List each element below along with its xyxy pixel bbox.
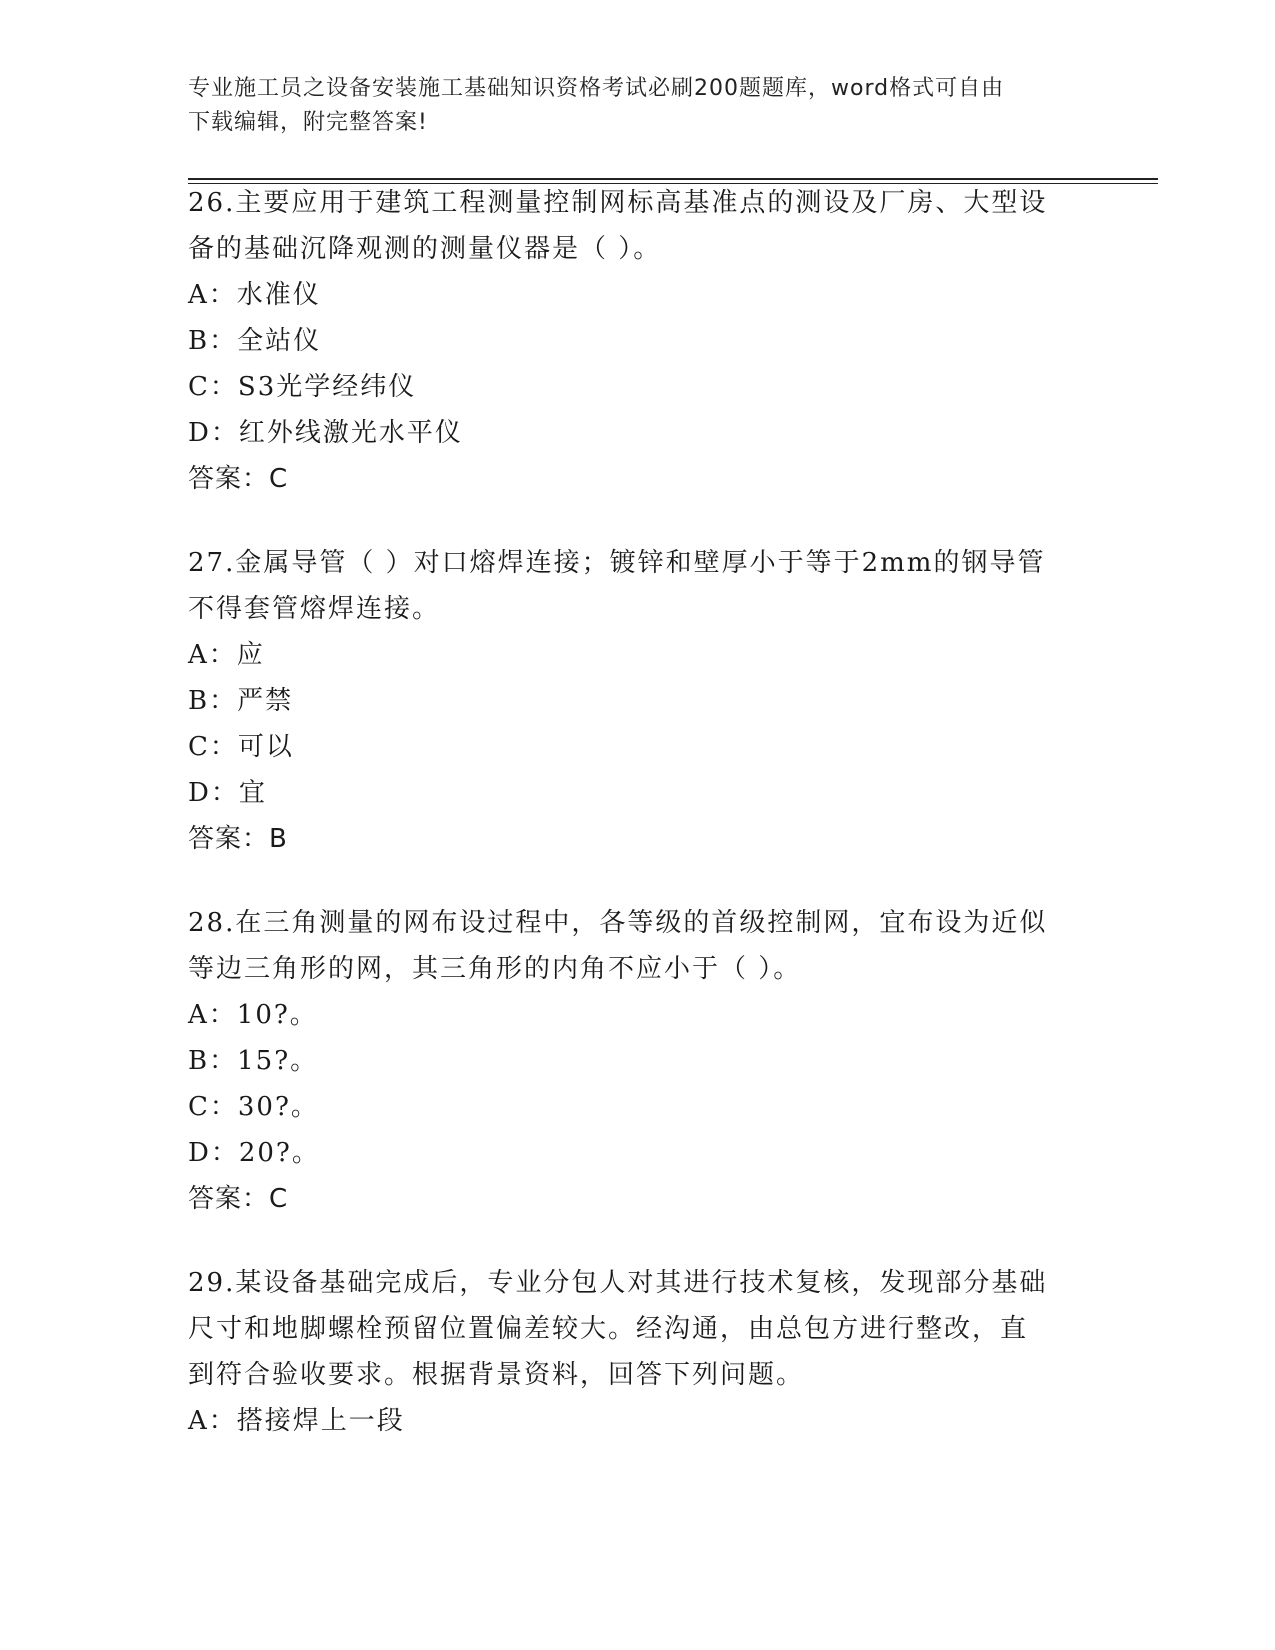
option-b: B：15?。 xyxy=(188,1046,319,1076)
question-stem-line: 27.金属导管（ ）对口熔焊连接；镀锌和壁厚小于等于2mm的钢导管 xyxy=(188,548,1046,578)
header-line-2: 下载编辑，附完整答案! xyxy=(188,110,428,135)
question-stem-line: 28.在三角测量的网布设过程中，各等级的首级控制网，宜布设为近似 xyxy=(188,908,1048,938)
option-d: D：20?。 xyxy=(188,1138,320,1168)
option-c: C：可以 xyxy=(188,732,294,762)
option-c: C：30?。 xyxy=(188,1092,319,1122)
question-stem-line: 尺寸和地脚螺栓预留位置偏差较大。经沟通，由总包方进行整改，直 xyxy=(188,1314,1029,1344)
question-stem-line: 29.某设备基础完成后，专业分包人对其进行技术复核，发现部分基础 xyxy=(188,1268,1048,1298)
answer-line: 答案：B xyxy=(188,824,288,854)
option-a: A：10?。 xyxy=(188,1000,318,1030)
question-26 xyxy=(188,180,1088,502)
question-stem-line: 备的基础沉降观测的测量仪器是（ ）。 xyxy=(188,234,662,264)
option-b: B：严禁 xyxy=(188,686,294,716)
question-29 xyxy=(188,1260,1088,1444)
header-line-1: 专业施工员之设备安装施工基础知识资格考试必刷200题题库，word格式可自由 xyxy=(188,76,1005,101)
document-header xyxy=(188,72,1088,140)
question-stem-line: 到符合验收要求。根据背景资料，回答下列问题。 xyxy=(188,1360,805,1390)
option-d: D：宜 xyxy=(188,778,267,808)
question-stem-line: 等边三角形的网，其三角形的内角不应小于（ ）。 xyxy=(188,954,802,984)
option-c: C：S3光学经纬仪 xyxy=(188,372,417,402)
option-a: A：水准仪 xyxy=(188,280,321,310)
option-a: A：搭接焊上一段 xyxy=(188,1406,405,1436)
answer-line: 答案：C xyxy=(188,464,289,494)
question-stem-line: 26.主要应用于建筑工程测量控制网标高基准点的测设及厂房、大型设 xyxy=(188,188,1048,218)
answer-line: 答案：C xyxy=(188,1184,289,1214)
question-28 xyxy=(188,900,1088,1222)
option-b: B：全站仪 xyxy=(188,326,322,356)
option-a: A：应 xyxy=(188,640,265,670)
question-27 xyxy=(188,540,1088,862)
option-d: D：红外线激光水平仪 xyxy=(188,418,463,448)
question-stem-line: 不得套管熔焊连接。 xyxy=(188,594,441,624)
